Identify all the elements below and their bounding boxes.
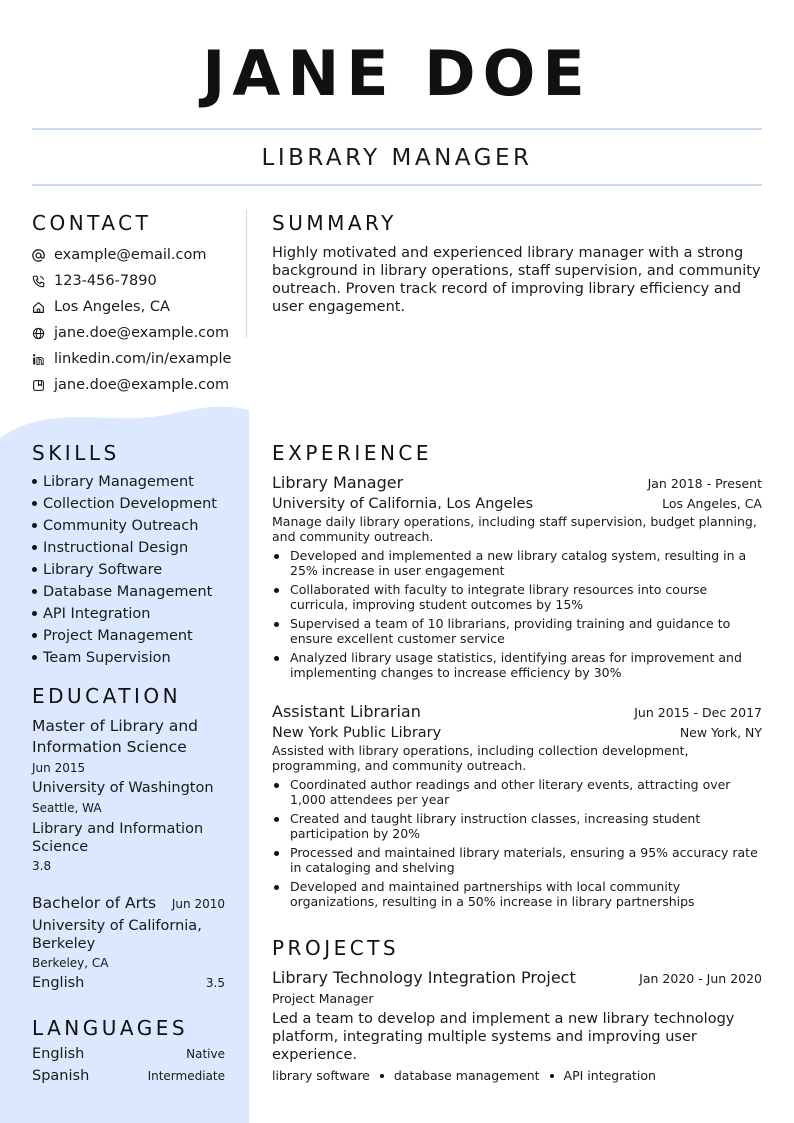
contact-website[interactable] (32, 320, 246, 346)
projects-heading: PROJECTS (272, 936, 400, 960)
project-tag: database management (393, 1068, 540, 1083)
job-role: Assistant Librarian (272, 702, 421, 721)
contact-linkedin[interactable] (32, 346, 246, 372)
project-name: Library Technology Integration Project (272, 968, 576, 987)
job-role: Library Manager (272, 473, 404, 492)
institution: University of California, Berkeley (32, 918, 202, 952)
education-location: Berkeley, CA (32, 956, 109, 970)
contact-location-text: Los Angeles, CA (54, 299, 170, 315)
contact-email-text: example@email.com (54, 247, 207, 263)
contact-phone[interactable] (32, 268, 246, 294)
contact-list (32, 242, 246, 398)
summary-text: Highly motivated and experienced library manager with a strong background in library operations, staff supervision, and community outreach. Proven track record of improving library efficiency and user engagement. (272, 245, 761, 315)
degree: Master of Library and Information Science (32, 717, 199, 756)
skill-item: Collection Development (32, 493, 246, 515)
project-entry (272, 967, 762, 1083)
contact-email[interactable] (32, 242, 246, 268)
job-bullet: Developed and implemented a new library catalog system, resulting in a 25% increase in user engagement (272, 548, 762, 578)
skill-item: Team Supervision (32, 647, 246, 669)
contact-phone-text: 123-456-7890 (54, 273, 157, 289)
candidate-name: JANE DOE (202, 37, 592, 110)
project-dates: Jan 2020 - Jun 2020 (639, 971, 762, 986)
contact-website-text: jane.doe@example.com (54, 325, 230, 341)
education-date: Jun 2010 (171, 897, 225, 911)
contact-other-text: jane.doe@example.com (54, 377, 230, 393)
linkedin-icon (32, 353, 54, 366)
job-title: LIBRARY MANAGER (261, 145, 533, 171)
bookmark-icon (32, 379, 54, 392)
job-bullet: Collaborated with faculty to integrate library resources into course curricula, improving student outcomes by 15% (272, 582, 762, 612)
project-description: Led a team to develop and implement a new library technology platform, integrating multiple systems and improving user experience. (272, 1011, 735, 1063)
job-bullet: Coordinated author readings and other literary events, attracting over 1,000 attendees per year (272, 777, 762, 807)
job-location: New York, NY (679, 725, 762, 740)
education-date: Jun 2015 (32, 761, 86, 775)
institution: University of Washington (32, 780, 214, 796)
job-bullets (272, 777, 762, 909)
experience-entry-2 (272, 701, 762, 913)
project-tag: library software (272, 1068, 370, 1083)
job-bullet: Analyzed library usage statistics, identifying areas for improvement and implementing changes to increase efficiency by 30% (272, 650, 762, 680)
skills-heading: SKILLS (32, 441, 120, 465)
at-icon (32, 249, 54, 262)
skill-item: Library Management (32, 471, 246, 493)
job-bullet: Developed and maintained partnerships with local community organizations, resulting in a 50% increase in library partnerships (272, 879, 762, 909)
project-role: Project Manager (272, 991, 374, 1006)
job-organization: University of California, Los Angeles (272, 496, 534, 512)
job-location: Los Angeles, CA (662, 496, 762, 511)
globe-icon (32, 327, 54, 340)
home-icon (32, 301, 54, 314)
gpa: 3.8 (32, 859, 52, 873)
language-item: English Native (32, 1046, 225, 1062)
skill-item: Community Outreach (32, 515, 246, 537)
header-rule-top (32, 128, 762, 130)
education-entry-1 (32, 716, 225, 876)
education-location: Seattle, WA (32, 801, 102, 815)
languages-list (32, 1046, 225, 1090)
tag-separator (550, 1074, 554, 1078)
field-of-study: English (32, 975, 85, 991)
field-of-study: Library and Information Science (32, 821, 204, 855)
column-divider (246, 210, 247, 338)
gpa: 3.5 (205, 976, 225, 990)
experience-entry-1 (272, 472, 762, 684)
job-bullet: Supervised a team of 10 librarians, providing training and guidance to ensure excellent customer service (272, 616, 762, 646)
job-description: Assisted with library operations, including collection development, programming, and community outreach. (272, 743, 689, 773)
skill-item: Library Software (32, 559, 246, 581)
contact-linkedin-text: linkedin.com/in/example (54, 351, 232, 367)
contact-location (32, 294, 246, 320)
phone-icon (32, 275, 54, 288)
contact-other[interactable] (32, 372, 246, 398)
languages-heading: LANGUAGES (32, 1016, 189, 1040)
job-bullets (272, 548, 762, 680)
tag-separator (380, 1074, 384, 1078)
job-dates: Jun 2015 - Dec 2017 (634, 705, 762, 720)
degree: Bachelor of Arts (32, 894, 157, 912)
job-description: Manage daily library operations, including staff supervision, budget planning, and community outreach. (272, 514, 757, 544)
skill-item: API Integration (32, 603, 246, 625)
education-heading: EDUCATION (32, 684, 182, 708)
skill-item: Project Management (32, 625, 246, 647)
language-item: Spanish Intermediate (32, 1068, 225, 1084)
project-tag: API integration (563, 1068, 656, 1083)
job-organization: New York Public Library (272, 725, 442, 741)
skill-item: Instructional Design (32, 537, 246, 559)
job-bullet: Processed and maintained library materials, ensuring a 95% accuracy rate in cataloging and shelving (272, 845, 762, 875)
contact-heading: CONTACT (32, 211, 152, 235)
project-tags (272, 1068, 762, 1083)
skills-list (32, 471, 246, 669)
header-rule-bottom (32, 184, 762, 186)
experience-heading: EXPERIENCE (272, 441, 433, 465)
job-dates: Jan 2018 - Present (647, 476, 762, 491)
skill-item: Database Management (32, 581, 246, 603)
education-entry-2 (32, 893, 225, 993)
summary-heading: SUMMARY (272, 211, 397, 235)
job-bullet: Created and taught library instruction classes, increasing student participation by 20% (272, 811, 762, 841)
